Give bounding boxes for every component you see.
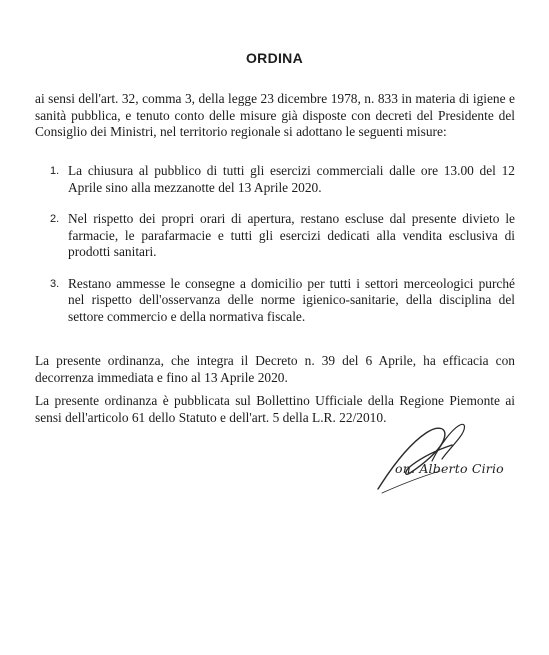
publication-paragraph: La presente ordinanza è pubblicata sul Bollettino Ufficiale della Regione Piemonte ai sensi dell'articolo 61 dello Statuto e dell'art. 5 della L.R. 22/2010. bbox=[35, 393, 515, 425]
list-item-text: Nel rispetto dei propri orari di apertura, restano escluse dal presente divieto le farmacie, le parafarmacie e tutti gli esercizi dedicati alla vendita esclusiva di prodotti sanitari. bbox=[68, 211, 515, 259]
list-item-number: 2. bbox=[50, 213, 60, 225]
list-item-number: 3. bbox=[50, 277, 60, 290]
list-item-number: 1. bbox=[50, 165, 60, 177]
document-title: ORDINA bbox=[245, 50, 304, 66]
list-item-text: Restano ammesse le consegne a domicilio per tutti i settori merceologici purché nel rispetto dell'osservanza delle norme igienico-sanitarie, della disciplina del settore commercio e della normativa fiscale. bbox=[68, 275, 515, 324]
signature-name: on. Alberto Cirio bbox=[395, 461, 504, 476]
handwritten-signature bbox=[360, 415, 530, 500]
list-item bbox=[35, 276, 515, 326]
list-item bbox=[35, 163, 515, 196]
measures-list bbox=[35, 163, 515, 340]
list-item bbox=[35, 211, 515, 261]
intro-paragraph: ai sensi dell'art. 32, comma 3, della legge 23 dicembre 1978, n. 833 in materia di igiene e sanità pubblica, e tenuto conto delle misure già disposte con decreti del Presidente del Consiglio dei Ministri, nel territorio regionale si adottano le seguenti misure: bbox=[35, 91, 515, 139]
efficacy-paragraph: La presente ordinanza, che integra il Decreto n. 39 del 6 Aprile, ha efficacia con decorrenza immediata e fino al 13 Aprile 2020. bbox=[35, 353, 515, 385]
list-item-text: La chiusura al pubblico di tutti gli esercizi commerciali dalle ore 13.00 del 12 Aprile sino alla mezzanotte del 13 Aprile 2020. bbox=[68, 163, 515, 195]
